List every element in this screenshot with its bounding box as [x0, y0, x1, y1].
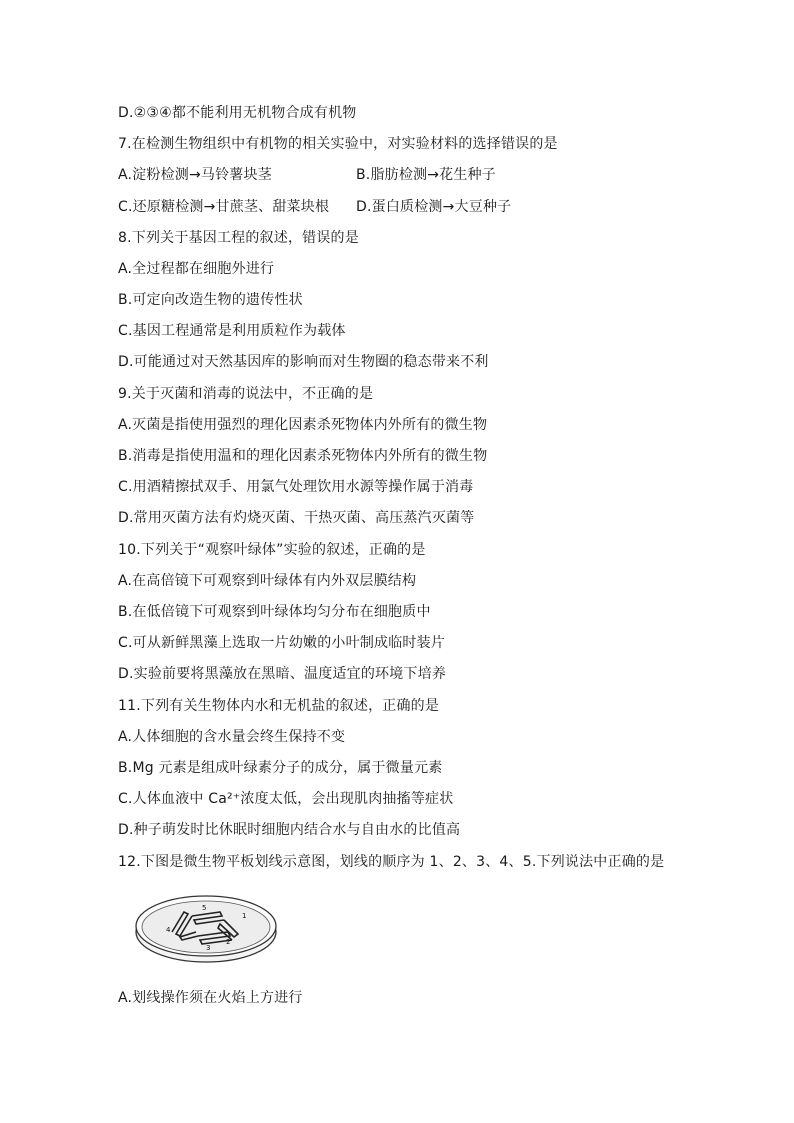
q8-option-c: C.基因工程通常是利用质粒作为载体	[118, 323, 346, 339]
q10-option-c: C.可从新鲜黑藻上选取一片幼嫩的小叶制成临时装片	[118, 635, 446, 651]
q8-stem: 8.下列关于基因工程的叙述，错误的是	[118, 230, 359, 246]
streak-label-2: 2	[226, 938, 231, 946]
streak-label-4: 4	[166, 926, 171, 934]
streak-label-1: 1	[242, 912, 247, 920]
q7-option-a: A.淀粉检测→马铃薯块茎	[118, 167, 272, 183]
q8-option-a: A.全过程都在细胞外进行	[118, 261, 275, 277]
petri-dish-illustration	[132, 882, 280, 972]
q8-option-b: B.可定向改造生物的遗传性状	[118, 292, 303, 308]
q7-option-b: B.脂肪检测→花生种子	[356, 167, 496, 183]
q9-option-a: A.灭菌是指使用强烈的理化因素杀死物体内外所有的微生物	[118, 417, 488, 433]
streak-label-3: 3	[206, 944, 211, 952]
streak-plate-figure	[132, 882, 280, 972]
q10-stem: 10.下列关于“观察叶绿体”实验的叙述，正确的是	[118, 542, 426, 558]
q10-option-a: A.在高倍镜下可观察到叶绿体有内外双层膜结构	[118, 573, 417, 589]
q7-stem: 7.在检测生物组织中有机物的相关实验中，对实验材料的选择错误的是	[118, 136, 558, 152]
q11-option-d: D.种子萌发时比休眠时细胞内结合水与自由水的比值高	[118, 822, 461, 838]
q7-option-c: C.还原糖检测→甘蔗茎、甜菜块根	[118, 199, 330, 215]
q9-stem: 9.关于灭菌和消毒的说法中，不正确的是	[118, 386, 374, 402]
q12-option-a: A.划线操作须在火焰上方进行	[118, 990, 303, 1006]
q10-option-d: D.实验前要将黑藻放在黑暗、温度适宜的环境下培养	[118, 666, 447, 682]
q11-stem: 11.下列有关生物体内水和无机盐的叙述，正确的是	[118, 698, 440, 714]
q6-option-d: D.②③④都不能利用无机物合成有机物	[118, 105, 357, 121]
q12-stem: 12.下图是微生物平板划线示意图，划线的顺序为 1、2、3、4、5.下列说法中正确的是	[118, 854, 665, 870]
q9-option-c: C.用酒精擦拭双手、用氯气处理饮用水源等操作属于消毒	[118, 479, 474, 495]
q9-option-d: D.常用灭菌方法有灼烧灭菌、干热灭菌、高压蒸汽灭菌等	[118, 510, 475, 526]
q9-option-b: B.消毒是指使用温和的理化因素杀死物体内外所有的微生物	[118, 448, 488, 464]
q8-option-d: D.可能通过对天然基因库的影响而对生物圈的稳态带来不利	[118, 354, 489, 370]
q10-option-b: B.在低倍镜下可观察到叶绿体均匀分布在细胞质中	[118, 604, 431, 620]
streak-label-5: 5	[202, 904, 207, 912]
q11-option-c: C.人体血液中 Ca²⁺浓度太低，会出现肌肉抽搐等症状	[118, 791, 454, 807]
q7-option-d: D.蛋白质检测→大豆种子	[356, 199, 512, 215]
q11-option-b: B.Mg 元素是组成叶绿素分子的成分，属于微量元素	[118, 760, 443, 776]
q11-option-a: A.人体细胞的含水量会终生保持不变	[118, 729, 346, 745]
